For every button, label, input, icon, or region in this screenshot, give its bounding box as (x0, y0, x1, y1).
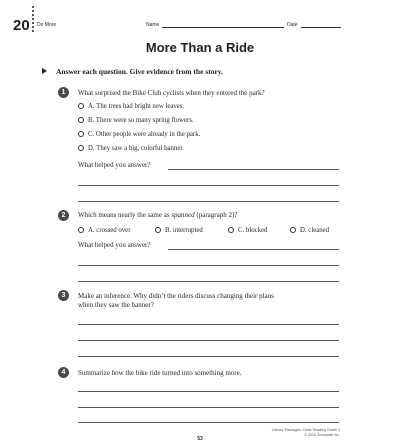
name-field-line[interactable] (162, 27, 284, 28)
question-1-answer-line[interactable] (168, 169, 339, 170)
question-1-option-d[interactable]: D. They saw a big, colorful banner. (78, 144, 184, 153)
question-1-option-a[interactable]: A. The trees had bright new leaves. (78, 102, 184, 111)
question-4-number-badge: 4 (58, 367, 69, 378)
question-2-option-d[interactable]: D. cleaned (290, 226, 329, 235)
instructions-text: Answer each question. Give evidence from the story. (56, 67, 223, 76)
triangle-bullet-icon (42, 68, 47, 74)
dotted-divider (32, 6, 34, 32)
question-4-answer-line[interactable] (78, 422, 339, 423)
name-label: Name (146, 22, 160, 28)
question-2-helped-label: What helped you answer? (78, 241, 151, 249)
question-2-option-a[interactable]: A. crossed over (78, 226, 130, 235)
question-1-option-b[interactable]: B. There were so many spring flowers. (78, 116, 194, 125)
section-label: Do More (37, 22, 57, 28)
page-title: More Than a Ride (145, 40, 255, 55)
copyright-credit: Literary Passages: Close Reading Grade 3 © 2016 Scholastic Inc. (271, 428, 340, 437)
question-2-answer-line[interactable] (78, 281, 339, 282)
question-2-number-badge: 2 (58, 210, 69, 221)
radio-circle-icon[interactable] (78, 227, 84, 233)
question-4-answer-line[interactable] (78, 391, 339, 392)
question-1-number-badge: 1 (58, 87, 69, 98)
question-2-option-c[interactable]: C. blocked (228, 226, 267, 235)
radio-circle-icon[interactable] (78, 117, 84, 123)
question-1-option-c[interactable]: C. Other people were already in the park. (78, 130, 200, 139)
question-3-text-line-1: Make an inference. Why didn’t the riders discuss changing their plans (78, 292, 274, 300)
radio-circle-icon[interactable] (78, 103, 84, 109)
question-3-number-badge: 3 (58, 290, 69, 301)
question-2-answer-line[interactable] (168, 249, 339, 250)
question-3-answer-line[interactable] (78, 356, 339, 357)
question-1-answer-line[interactable] (78, 201, 339, 202)
footer-page-number: 53 (197, 436, 203, 442)
instructions (56, 67, 223, 76)
radio-circle-icon[interactable] (228, 227, 234, 233)
worksheet-header (0, 0, 400, 34)
question-3-answer-line[interactable] (78, 340, 339, 341)
question-4-answer-line[interactable] (78, 407, 339, 408)
radio-circle-icon[interactable] (155, 227, 161, 233)
question-2-answer-line[interactable] (78, 265, 339, 266)
question-1-text: What surprised the Bike Club cyclists when they entered the park? (78, 89, 265, 97)
radio-circle-icon[interactable] (290, 227, 296, 233)
page-number: 20 (13, 17, 30, 34)
date-field-line[interactable] (301, 27, 341, 28)
radio-circle-icon[interactable] (78, 131, 84, 137)
question-2-text: Which means nearly the same as spanned (paragraph 2)? (78, 211, 238, 219)
question-1-answer-line[interactable] (78, 185, 339, 186)
question-3-answer-line[interactable] (78, 324, 339, 325)
radio-circle-icon[interactable] (78, 145, 84, 151)
question-2-option-b[interactable]: B. interrupted (155, 226, 203, 235)
question-3-text-line-2: when they saw the banner? (78, 301, 154, 309)
question-1-helped-label: What helped you answer? (78, 161, 151, 169)
question-4-text: Summarize how the bike ride turned into something more. (78, 369, 242, 377)
date-label: Date (287, 22, 298, 28)
